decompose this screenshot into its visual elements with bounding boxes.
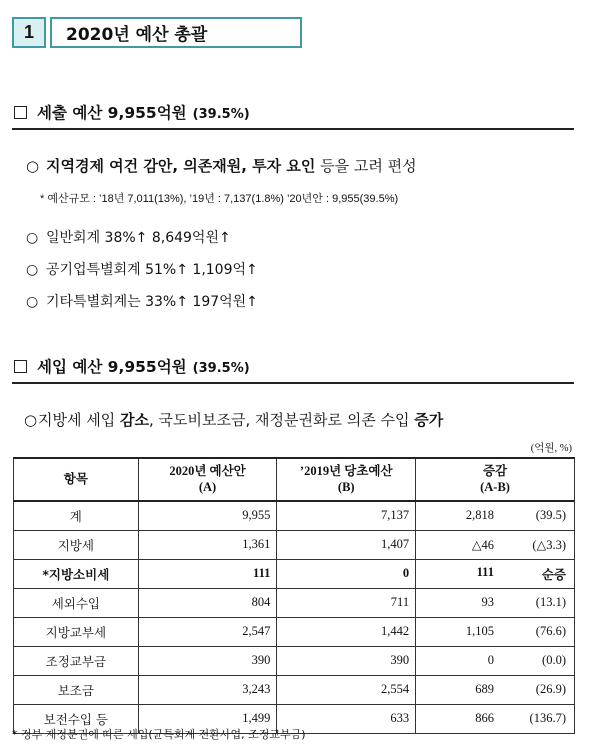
row-label: 보조금 [14, 675, 139, 704]
cell-diff [416, 617, 575, 646]
cell-b: 1,407 [277, 530, 416, 559]
revenue-bullet-part: , 국도비보조금, 재정분권화로 의존 수입 [148, 411, 415, 429]
cell-diff [416, 675, 575, 704]
budget-size-note: * 예산규모 : ’18년 7,011(13%), ’19년 : 7,137(1.8%) ’20년안 : 9,955(39.5%) [40, 193, 399, 205]
expenditure-heading-pct: (39.5%) [192, 107, 250, 122]
row-label: 지방세 [14, 530, 139, 559]
diff-pct: 순증 [541, 567, 566, 582]
expenditure-item [26, 227, 231, 247]
header-item: 항목 [14, 458, 139, 501]
diff-value: 689 [475, 682, 494, 696]
diff-value: 2,818 [465, 508, 494, 523]
circle-bullet-icon: ○ [26, 262, 39, 278]
heading-underline [12, 382, 574, 384]
expenditure-item [26, 259, 258, 279]
revenue-bullet-part: 지방세 세입 [38, 411, 120, 429]
checkbox-square-icon [14, 360, 27, 373]
diff-value: 0 [487, 653, 494, 667]
header-a: 2020년 예산안 (A) [138, 458, 277, 501]
expenditure-heading [14, 101, 250, 123]
header-b: ’2019년 당초예산 (B) [277, 458, 416, 501]
row-label: *지방소비세 [14, 559, 139, 588]
section-title: 2020년 예산 총괄 [50, 17, 302, 48]
cell-b: 633 [277, 704, 416, 733]
heading-underline [12, 128, 574, 130]
table-row [14, 617, 575, 646]
diff-value: 93 [481, 595, 494, 609]
cell-b: 1,442 [277, 617, 416, 646]
row-label: 지방교부세 [14, 617, 139, 646]
revenue-table [13, 457, 575, 734]
cell-a: 804 [138, 588, 277, 617]
diff-pct: (26.9) [535, 682, 566, 696]
table-header-row [14, 458, 575, 501]
diff-value: 866 [475, 711, 494, 725]
revenue-heading-pct: (39.5%) [192, 361, 250, 376]
footnote: * 정부 재정분권에 따른 세입(균특회계 전환사업, 조정교부금) [12, 728, 306, 741]
cell-b: 711 [277, 588, 416, 617]
expenditure-main-bullet [26, 155, 417, 176]
diff-pct: (76.6) [535, 624, 566, 638]
row-label: 보전수입 등 [14, 704, 139, 733]
diff-value: 111 [476, 564, 494, 579]
row-label: 계 [14, 501, 139, 530]
cell-b: 2,554 [277, 675, 416, 704]
cell-b: 0 [277, 559, 416, 588]
diff-pct: (39.5) [535, 508, 566, 523]
expenditure-item-text: 공기업특별회계 51%↑ 1,109억↑ [46, 262, 258, 278]
revenue-bullet-part: 감소 [120, 411, 149, 429]
cell-diff [416, 501, 575, 530]
diff-pct: (△3.3) [532, 537, 566, 552]
diff-pct: (0.0) [542, 653, 566, 667]
expenditure-item-text: 일반회계 38%↑ 8,649억원↑ [46, 230, 231, 246]
diff-value: △46 [471, 537, 494, 552]
expenditure-heading-text: 세출 예산 9,955억원 [37, 104, 187, 122]
checkbox-square-icon [14, 106, 27, 119]
table-row [14, 530, 575, 559]
cell-diff [416, 530, 575, 559]
cell-diff [416, 704, 575, 733]
diff-pct: (136.7) [529, 711, 566, 725]
revenue-heading [14, 355, 250, 377]
cell-a: 1,499 [138, 704, 277, 733]
bullet-lead: 지역경제 여건 감안, 의존재원, 투자 요인 [46, 157, 316, 175]
circle-bullet-icon: ○ [26, 157, 40, 175]
revenue-heading-text: 세입 예산 9,955억원 [37, 358, 187, 376]
circle-bullet-icon: ○ [26, 230, 39, 246]
cell-a: 111 [138, 559, 277, 588]
revenue-bullet-part: 증가 [414, 411, 444, 429]
table-row [14, 646, 575, 675]
revenue-bullet [24, 409, 443, 430]
section-number: 1 [12, 17, 46, 48]
cell-b: 7,137 [277, 501, 416, 530]
row-label: 세외수입 [14, 588, 139, 617]
circle-bullet-icon: ○ [24, 411, 38, 429]
header-diff: 증감 (A-B) [416, 458, 575, 501]
circle-bullet-icon: ○ [26, 294, 39, 310]
table-row [14, 675, 575, 704]
expenditure-item-text: 기타특별회계는 33%↑ 197억원↑ [46, 294, 258, 310]
cell-a: 390 [138, 646, 277, 675]
cell-diff [416, 588, 575, 617]
diff-pct: (13.1) [535, 595, 566, 609]
diff-value: 1,105 [465, 624, 494, 638]
table-row [14, 588, 575, 617]
cell-a: 1,361 [138, 530, 277, 559]
cell-b: 390 [277, 646, 416, 675]
cell-a: 2,547 [138, 617, 277, 646]
table-row [14, 559, 575, 588]
cell-diff [416, 646, 575, 675]
table-row [14, 501, 575, 530]
unit-label: (억원, %) [530, 443, 572, 454]
cell-a: 3,243 [138, 675, 277, 704]
bullet-tail: 등을 고려 편성 [315, 157, 417, 175]
cell-diff [416, 559, 575, 588]
row-label: 조정교부금 [14, 646, 139, 675]
expenditure-item [26, 291, 258, 311]
cell-a: 9,955 [138, 501, 277, 530]
